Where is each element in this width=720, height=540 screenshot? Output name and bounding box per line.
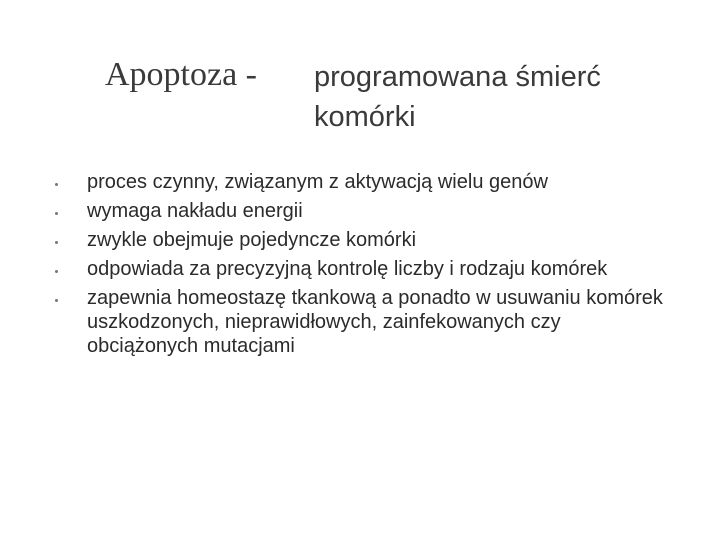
bullet-dot-icon: [55, 183, 58, 186]
bullet-item: [55, 170, 675, 194]
bullet-text: zwykle obejmuje pojedyncze komórki: [87, 229, 417, 251]
bullet-text: zapewnia homeostazę tkankową a ponadto w usuwaniu komórek uszkodzonych, nieprawidłowych, zainfekowanych czy obciążonych mutacjami: [87, 287, 663, 357]
bullet-dot-icon: [55, 212, 58, 215]
bullet-list: [55, 170, 675, 363]
bullet-item: [55, 199, 675, 223]
slide-title-sub-line1: programowana śmierć: [314, 61, 601, 93]
bullet-item: [55, 257, 675, 281]
bullet-text: wymaga nakładu energii: [87, 200, 303, 222]
slide-title-sub-line2: komórki: [314, 101, 416, 133]
bullet-item: [55, 286, 675, 358]
slide-title-main: Apoptoza -: [105, 56, 258, 93]
bullet-dot-icon: [55, 270, 58, 273]
bullet-dot-icon: [55, 299, 58, 302]
bullet-dot-icon: [55, 241, 58, 244]
bullet-text: odpowiada za precyzyjną kontrolę liczby i rodzaju komórek: [87, 258, 608, 280]
bullet-text: proces czynny, związanym z aktywacją wielu genów: [87, 171, 548, 193]
bullet-item: [55, 228, 675, 252]
